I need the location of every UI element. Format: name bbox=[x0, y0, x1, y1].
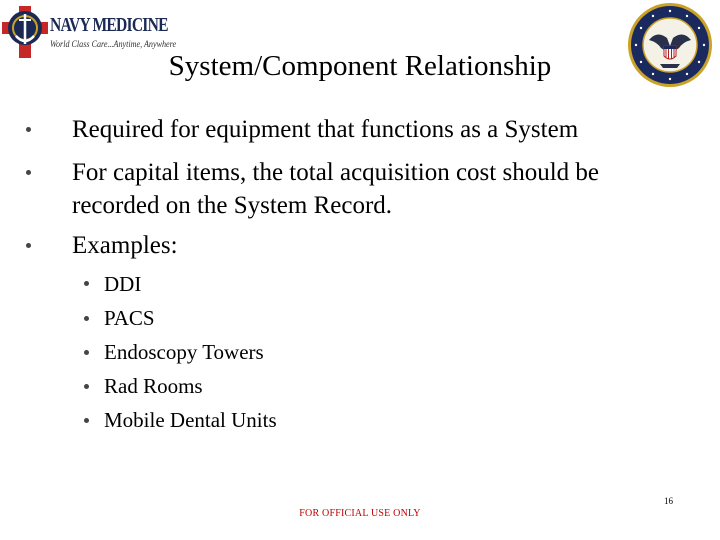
sub-bullet-icon bbox=[84, 316, 89, 321]
sub-bullet-item: Mobile Dental Units bbox=[104, 408, 277, 432]
bullet-item-1: Required for equipment that functions as a System bbox=[72, 116, 579, 143]
department-of-navy-seal-icon bbox=[627, 2, 713, 88]
bullet-icon bbox=[26, 170, 31, 175]
sub-bullet-item: DDI bbox=[104, 272, 142, 296]
page-number: 16 bbox=[664, 496, 673, 506]
sub-bullet-item: Rad Rooms bbox=[104, 374, 203, 398]
sub-bullet-icon bbox=[84, 350, 89, 355]
sub-bullet-icon bbox=[84, 418, 89, 423]
footer-classification: FOR OFFICIAL USE ONLY bbox=[299, 508, 421, 519]
sub-bullet-icon bbox=[84, 384, 89, 389]
bullet-item-2-line-1: For capital items, the total acquisition cost should be bbox=[72, 159, 599, 186]
sub-bullet-item: PACS bbox=[104, 306, 155, 330]
bullet-item-3: Examples: bbox=[72, 232, 178, 259]
sub-bullet-icon bbox=[84, 281, 89, 286]
logo-title: NAVY MEDICINE bbox=[50, 14, 168, 36]
slide-title: System/Component Relationship bbox=[168, 50, 552, 82]
bullet-item-2-line-2: recorded on the System Record. bbox=[72, 192, 393, 219]
bullet-icon bbox=[26, 127, 31, 132]
navy-medicine-emblem-icon bbox=[2, 6, 48, 58]
logo-tagline: World Class Care...Anytime, Anywhere bbox=[50, 39, 177, 49]
sub-bullet-item: Endoscopy Towers bbox=[104, 340, 264, 364]
bullet-icon bbox=[26, 243, 31, 248]
